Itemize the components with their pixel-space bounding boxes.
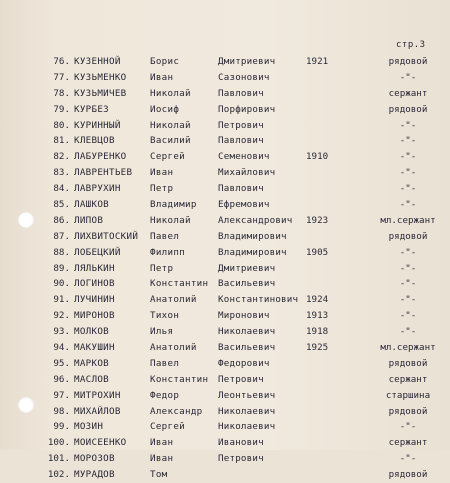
list-row bbox=[0, 292, 450, 308]
patronymic: Леонтьевич bbox=[218, 389, 276, 401]
rank: -"- bbox=[399, 421, 417, 433]
row-number: 97. bbox=[53, 389, 70, 401]
rank: -"- bbox=[399, 167, 417, 179]
rank: рядовой bbox=[388, 405, 428, 417]
first-name: Том bbox=[150, 469, 168, 481]
surname: МАРКОВ bbox=[74, 357, 109, 369]
first-name: Анатолий bbox=[150, 294, 197, 306]
rank: рядовой bbox=[388, 56, 428, 67]
row-number: 88. bbox=[53, 246, 70, 258]
patronymic: Порфирович bbox=[218, 103, 276, 115]
row-number: 76. bbox=[53, 56, 70, 67]
first-name: Иван bbox=[150, 167, 174, 179]
surname: МОРОЗОВ bbox=[74, 453, 115, 465]
list-row bbox=[0, 54, 450, 70]
rank: сержант bbox=[388, 87, 428, 99]
surname: КУРБЕЗ bbox=[74, 103, 109, 115]
list-row bbox=[0, 102, 450, 118]
first-name: Петр bbox=[150, 262, 174, 274]
patronymic: Семенович bbox=[218, 151, 270, 163]
rank: -"- bbox=[399, 246, 417, 258]
surname: МАСЛОВ bbox=[74, 373, 109, 385]
surname: КУЗЕННОЙ bbox=[74, 56, 121, 67]
row-number: 91. bbox=[53, 294, 70, 306]
rank: сержант bbox=[388, 373, 428, 385]
surname: КУЗЬМИЧЕВ bbox=[74, 87, 127, 99]
list-row bbox=[0, 149, 450, 165]
rank: -"- bbox=[399, 310, 417, 322]
first-name: Николай bbox=[150, 87, 191, 99]
patronymic: Петрович bbox=[218, 119, 264, 131]
rank: -"- bbox=[399, 199, 417, 211]
patronymic: Миронович bbox=[218, 310, 270, 322]
surname: МОЗИН bbox=[74, 421, 104, 433]
surname: ЛАВРЕНТЬЕВ bbox=[74, 167, 133, 179]
row-number: 78. bbox=[53, 87, 70, 99]
rank: -"- bbox=[399, 278, 417, 290]
row-number: 92. bbox=[53, 310, 70, 322]
rank: -"- bbox=[399, 119, 417, 131]
patronymic: Владимирович bbox=[218, 246, 287, 258]
row-number: 99. bbox=[53, 421, 70, 433]
rank: рядовой bbox=[388, 469, 428, 481]
surname: ЛУЧИНИН bbox=[74, 294, 115, 306]
row-number: 79. bbox=[53, 103, 70, 115]
list-row bbox=[0, 165, 450, 181]
list-row bbox=[0, 451, 450, 467]
first-name: Федор bbox=[150, 389, 180, 401]
surname: КУРИННЫЙ bbox=[74, 119, 121, 131]
list-row bbox=[0, 356, 450, 372]
surname: ЛОГИНОВ bbox=[74, 278, 115, 290]
patronymic: Васильевич bbox=[218, 342, 276, 354]
rank: -"- bbox=[399, 71, 417, 83]
row-number: 86. bbox=[53, 214, 70, 226]
list-row bbox=[0, 467, 450, 483]
surname: ЛИПОВ bbox=[74, 214, 104, 226]
surname: МУРАДОВ bbox=[74, 469, 115, 481]
patronymic: Дмитриевич bbox=[218, 262, 276, 274]
patronymic: Николаевич bbox=[218, 326, 276, 338]
rank: мл.сержант bbox=[380, 214, 436, 226]
surname: МИХАЙЛОВ bbox=[74, 405, 121, 417]
list-row bbox=[0, 276, 450, 292]
surname: МОЛКОВ bbox=[74, 326, 109, 338]
rank: рядовой bbox=[388, 357, 428, 369]
list-row bbox=[0, 308, 450, 324]
patronymic: Дмитриевич bbox=[218, 56, 276, 67]
surname: ЛЯЛЬКИН bbox=[74, 262, 115, 274]
list-row bbox=[0, 133, 450, 149]
rank: -"- bbox=[399, 453, 417, 465]
first-name: Павел bbox=[150, 357, 180, 369]
surname: ЛОБЕЦКИЙ bbox=[74, 246, 121, 258]
list-row bbox=[0, 419, 450, 435]
rank: -"- bbox=[399, 326, 417, 338]
birth-year: 1924 bbox=[306, 294, 329, 306]
row-number: 80. bbox=[53, 119, 70, 131]
patronymic: Константинович bbox=[218, 294, 299, 306]
birth-year: 1913 bbox=[306, 310, 329, 322]
birth-year: 1923 bbox=[306, 214, 329, 226]
first-name: Константин bbox=[150, 373, 209, 385]
rank: рядовой bbox=[388, 230, 428, 242]
patronymic: Николаевич bbox=[218, 421, 276, 433]
first-name: Иван bbox=[150, 437, 174, 449]
first-name: Иван bbox=[150, 453, 174, 465]
surname: КУЗЬМЕНКО bbox=[74, 71, 127, 83]
patronymic: Александрович bbox=[218, 214, 293, 226]
surname: ЛИХВИТОСКИЙ bbox=[74, 230, 139, 242]
row-number: 85. bbox=[53, 199, 70, 211]
patronymic: Павлович bbox=[218, 135, 264, 147]
first-name: Тихон bbox=[150, 310, 180, 322]
first-name: Борис bbox=[150, 56, 180, 67]
list-row bbox=[0, 340, 450, 356]
rank: -"- bbox=[399, 294, 417, 306]
patronymic: Иванович bbox=[218, 437, 264, 449]
surname: ЛАБУРЕНКО bbox=[74, 151, 127, 163]
list-row bbox=[0, 372, 450, 388]
patronymic: Михайлович bbox=[218, 167, 276, 179]
surname: МИРОНОВ bbox=[74, 310, 115, 322]
list-row bbox=[0, 70, 450, 86]
patronymic: Федорович bbox=[218, 357, 270, 369]
first-name: Павел bbox=[150, 230, 180, 242]
row-number: 102. bbox=[47, 469, 70, 481]
list-row bbox=[0, 118, 450, 134]
row-number: 83. bbox=[53, 167, 70, 179]
patronymic: Владимирович bbox=[218, 230, 287, 242]
surname: МАКУШИН bbox=[74, 342, 115, 354]
list-row bbox=[0, 404, 450, 420]
list-row bbox=[0, 245, 450, 261]
patronymic: Павлович bbox=[218, 183, 264, 195]
first-name: Сергей bbox=[150, 421, 185, 433]
list-row bbox=[0, 435, 450, 451]
rank: старшина bbox=[385, 389, 431, 401]
rank: сержант bbox=[388, 437, 428, 449]
patronymic: Петрович bbox=[218, 373, 264, 385]
first-name: Филипп bbox=[150, 246, 185, 258]
patronymic: Ефремович bbox=[218, 199, 270, 211]
first-name: Иван bbox=[150, 71, 174, 83]
first-name: Иосиф bbox=[150, 103, 180, 115]
row-number: 84. bbox=[53, 183, 70, 195]
surname: КЛЕВЦОВ bbox=[74, 135, 115, 147]
first-name: Анатолий bbox=[150, 342, 197, 354]
row-number: 95. bbox=[53, 357, 70, 369]
row-number: 81. bbox=[53, 135, 70, 147]
patronymic: Сазонович bbox=[218, 71, 270, 83]
row-number: 89. bbox=[53, 262, 70, 274]
birth-year: 1918 bbox=[306, 326, 329, 338]
row-number: 101. bbox=[47, 453, 70, 465]
first-name: Петр bbox=[150, 183, 174, 195]
list-row bbox=[0, 181, 450, 197]
patronymic: Васильевич bbox=[218, 278, 276, 290]
patronymic: Петрович bbox=[218, 453, 264, 465]
list-row bbox=[0, 229, 450, 245]
row-number: 90. bbox=[53, 278, 70, 290]
row-number: 98. bbox=[53, 405, 70, 417]
list-row bbox=[0, 324, 450, 340]
first-name: Илья bbox=[150, 326, 174, 338]
rank: -"- bbox=[399, 183, 417, 195]
surname: ЛАВРУХИН bbox=[74, 183, 121, 195]
first-name: Константин bbox=[150, 278, 209, 290]
surname: МОИСЕЕНКО bbox=[74, 437, 127, 449]
surname: ЛАШКОВ bbox=[74, 199, 109, 211]
rank: -"- bbox=[399, 151, 417, 163]
list-row bbox=[0, 261, 450, 277]
row-number: 100. bbox=[47, 437, 70, 449]
first-name: Владимир bbox=[150, 199, 197, 211]
patronymic: Павлович bbox=[218, 87, 264, 99]
list-row bbox=[0, 197, 450, 213]
rank: -"- bbox=[399, 135, 417, 147]
patronymic: Николаевич bbox=[218, 405, 276, 417]
personnel-list bbox=[0, 54, 450, 483]
birth-year: 1905 bbox=[306, 246, 329, 258]
row-number: 94. bbox=[53, 342, 70, 354]
row-number: 96. bbox=[53, 373, 70, 385]
list-row bbox=[0, 388, 450, 404]
birth-year: 1925 bbox=[306, 342, 329, 354]
row-number: 77. bbox=[53, 71, 70, 83]
row-number: 93. bbox=[53, 326, 70, 338]
list-row bbox=[0, 86, 450, 102]
rank: -"- bbox=[399, 262, 417, 274]
row-number: 82. bbox=[53, 151, 70, 163]
rank: мл.сержант bbox=[380, 342, 436, 354]
birth-year: 1910 bbox=[306, 151, 329, 163]
first-name: Василий bbox=[150, 135, 191, 147]
list-row bbox=[0, 213, 450, 229]
row-number: 87. bbox=[53, 230, 70, 242]
surname: МИТРОХИН bbox=[74, 389, 121, 401]
first-name: Николай bbox=[150, 119, 191, 131]
first-name: Сергей bbox=[150, 151, 185, 163]
first-name: Николай bbox=[150, 214, 191, 226]
birth-year: 1921 bbox=[306, 56, 329, 67]
page-number: стр.3 bbox=[396, 40, 426, 50]
first-name: Александр bbox=[150, 405, 203, 417]
rank: рядовой bbox=[388, 103, 428, 115]
